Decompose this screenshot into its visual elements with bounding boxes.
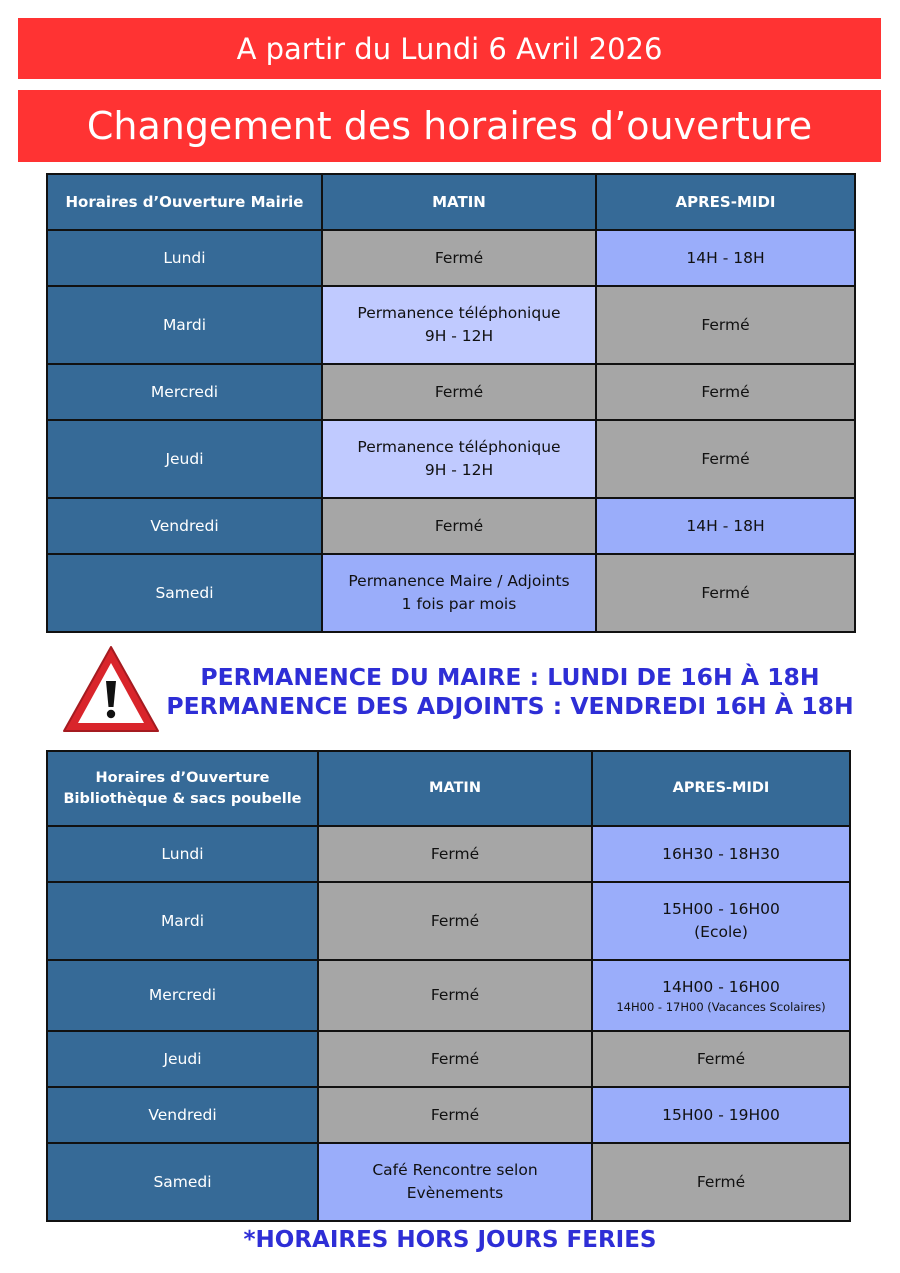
column-header-name: Horaires d’Ouverture Mairie [47,174,322,230]
table-row [47,554,855,632]
afternoon-cell: Fermé [592,1143,850,1221]
morning-label: Permanence téléphonique [357,304,561,322]
afternoon-cell: 16H30 - 18H30 [592,826,850,882]
table-row [47,420,855,498]
afternoon-note: 14H00 - 17H00 (Vacances Scolaires) [616,1000,826,1014]
morning-cell: Fermé [322,364,596,420]
afternoon-cell: 14H - 18H [596,498,855,554]
mairie-hours-table [46,173,856,633]
table-row [47,1143,850,1221]
afternoon-cell [592,960,850,1031]
column-header-morning: MATIN [322,174,596,230]
afternoon-hours: 14H00 - 16H00 [662,978,780,996]
footnote: *HORAIRES HORS JOURS FERIES [243,1227,657,1253]
morning-cell: Fermé [318,882,592,960]
afternoon-cell: Fermé [596,364,855,420]
table-row [47,286,855,364]
morning-cell: Fermé [318,1087,592,1143]
table-row [47,1087,850,1143]
morning-cell [322,420,596,498]
afternoon-cell: Fermé [596,420,855,498]
page-title: Changement des horaires d’ouverture [18,90,881,162]
table-row [47,364,855,420]
morning-cell: Fermé [318,1031,592,1087]
afternoon-cell: Fermé [592,1031,850,1087]
afternoon-note: (Ecole) [694,923,748,941]
morning-cell: Fermé [318,826,592,882]
afternoon-hours: 15H00 - 16H00 [662,900,780,918]
day-cell: Lundi [47,230,322,286]
day-cell: Mardi [47,882,318,960]
column-header-name-line1: Horaires d’Ouverture [95,769,270,786]
column-header-afternoon: APRES-MIDI [592,751,850,826]
morning-hours: 1 fois par mois [401,595,517,613]
day-cell: Jeudi [47,1031,318,1087]
day-cell: Mardi [47,286,322,364]
column-header-name-line2: Bibliothèque & sacs poubelle [63,790,302,807]
column-header-name [47,751,318,826]
column-header-morning: MATIN [318,751,592,826]
table-row [47,1031,850,1087]
morning-cell: Fermé [322,498,596,554]
morning-cell [318,1143,592,1221]
day-cell: Mercredi [47,960,318,1031]
day-cell: Jeudi [47,420,322,498]
day-cell: Mercredi [47,364,322,420]
table-row [47,230,855,286]
morning-cell [322,286,596,364]
table-header-row [47,751,850,826]
afternoon-cell: 15H00 - 19H00 [592,1087,850,1143]
table-row [47,826,850,882]
bibliotheque-hours-table [46,750,851,1222]
morning-label: Café Rencontre selon [372,1161,538,1179]
morning-cell: Fermé [322,230,596,286]
morning-cell: Fermé [318,960,592,1031]
morning-hours: 9H - 12H [424,461,494,479]
table-header-row [47,174,855,230]
day-cell: Samedi [47,1143,318,1221]
afternoon-cell: 14H - 18H [596,230,855,286]
notice-maire: PERMANENCE DU MAIRE : LUNDI DE 16H À 18H [200,663,820,691]
afternoon-cell: Fermé [596,554,855,632]
afternoon-cell: Fermé [596,286,855,364]
day-cell: Vendredi [47,498,322,554]
morning-hours: 9H - 12H [424,327,494,345]
table-row [47,882,850,960]
notice-adjoints: PERMANENCE DES ADJOINTS : VENDREDI 16H À 18H [166,692,854,720]
date-banner: A partir du Lundi 6 Avril 2026 [18,18,881,79]
table-row [47,960,850,1031]
morning-note: Evènements [406,1184,504,1202]
warning-icon [60,643,162,737]
day-cell: Lundi [47,826,318,882]
day-cell: Vendredi [47,1087,318,1143]
table-row [47,498,855,554]
morning-label: Permanence Maire / Adjoints [348,572,570,590]
column-header-afternoon: APRES-MIDI [596,174,855,230]
morning-cell [322,554,596,632]
afternoon-cell [592,882,850,960]
morning-label: Permanence téléphonique [357,438,561,456]
day-cell: Samedi [47,554,322,632]
